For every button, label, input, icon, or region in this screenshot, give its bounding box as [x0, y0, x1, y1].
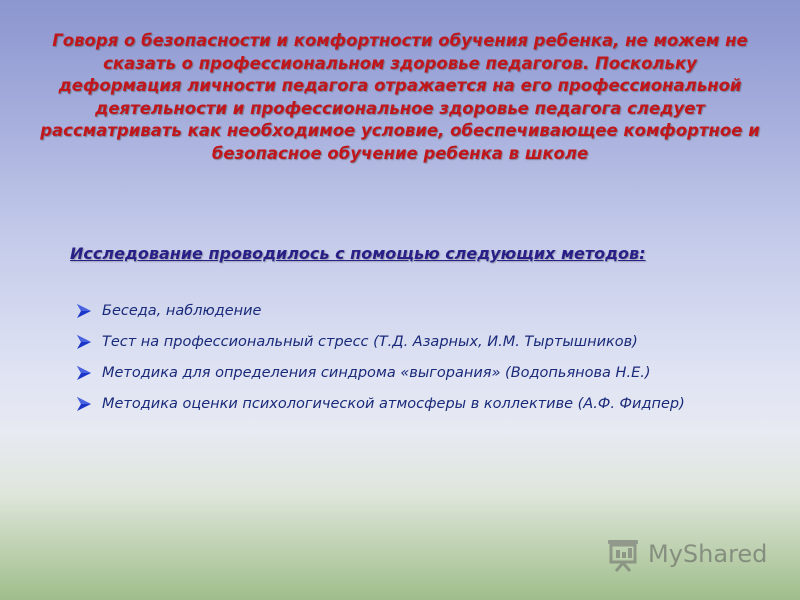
- presentation-board-icon: [606, 538, 642, 572]
- arrow-bullet-icon: [76, 334, 92, 350]
- methods-list: [76, 300, 736, 424]
- list-item: [76, 331, 736, 353]
- methods-heading: Исследование проводилось с помощью следующих методов:: [70, 244, 646, 263]
- arrow-bullet-icon: [76, 396, 92, 412]
- list-item-label: Тест на профессиональный стресс (Т.Д. Азарных, И.М. Тыртышников): [102, 334, 638, 350]
- slide-title: Говоря о безопасности и комфортности обучения ребенка, не можем не сказать о профессиональном здоровье педагогов. Поскольку деформация личности педагога отражается на его профессиональной деятельности и профессиональное здоровье педагога следует рассматривать как необходимое условие, обеспечивающее комфортное и безопасное обучение ребенка в школе: [40, 31, 760, 163]
- list-item-label: Методика для определения синдрома «выгорания» (Водопьянова Н.Е.): [102, 365, 651, 381]
- list-item-label: Методика оценки психологической атмосферы в коллективе (А.Ф. Фидпер): [102, 396, 685, 412]
- list-item: [76, 393, 736, 415]
- arrow-bullet-icon: [76, 365, 92, 381]
- watermark-logo: [606, 536, 766, 576]
- list-item: [76, 300, 736, 322]
- arrow-bullet-icon: [76, 303, 92, 319]
- list-item: [76, 362, 736, 384]
- list-item-label: Беседа, наблюдение: [102, 303, 262, 319]
- watermark-text: MyShared: [648, 540, 768, 568]
